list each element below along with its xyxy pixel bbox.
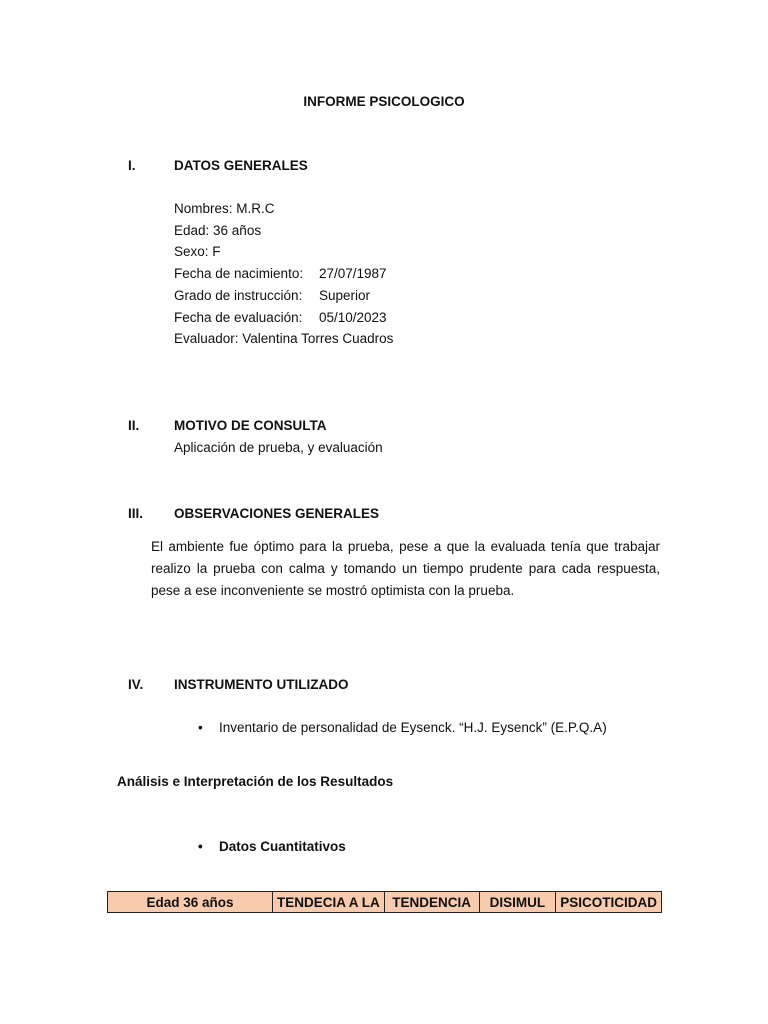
section-number-1: I. — [128, 158, 136, 173]
table-header-cell: TENDENCIA — [384, 892, 479, 913]
results-table — [107, 891, 662, 913]
fecha-evaluacion-value: 05/10/2023 — [319, 310, 387, 325]
section-number-4: IV. — [128, 677, 144, 692]
bullet-icon: • — [198, 839, 203, 854]
section-title-instrumento: INSTRUMENTO UTILIZADO — [174, 677, 349, 692]
document-title: INFORME PSICOLOGICO — [303, 94, 465, 109]
motivo-text: Aplicación de prueba, y evaluación — [174, 440, 383, 455]
section-number-2: II. — [128, 418, 140, 433]
section-number-3: III. — [128, 506, 144, 521]
fecha-nacimiento-value: 27/07/1987 — [319, 266, 387, 281]
table-header-cell: DISIMUL — [479, 892, 556, 913]
fecha-evaluacion-label: Fecha de evaluación: — [174, 310, 303, 325]
nombres-line: Nombres: M.R.C — [174, 201, 275, 216]
instrumento-item: Inventario de personalidad de Eysenck. “H.J. Eysenck” (E.P.Q.A) — [219, 720, 607, 735]
section-title-observaciones: OBSERVACIONES GENERALES — [174, 506, 380, 521]
sexo-line: Sexo: F — [174, 244, 221, 259]
edad-line: Edad: 36 años — [174, 223, 262, 238]
section-title-datos-generales: DATOS GENERALES — [174, 158, 308, 173]
table-header-row — [108, 892, 662, 913]
grado-instruccion-value: Superior — [319, 288, 371, 303]
section-title-motivo: MOTIVO DE CONSULTA — [174, 418, 327, 433]
evaluador-line: Evaluador: Valentina Torres Cuadros — [174, 331, 394, 346]
observaciones-paragraph: El ambiente fue óptimo para la prueba, pese a que la evaluada tenía que trabajar realizo la prueba con calma y tomando un tiempo prudente para cada respuesta, pese a ese inconveniente se mostró optimista con la prueba. — [151, 539, 660, 598]
grado-instruccion-label: Grado de instrucción: — [174, 288, 303, 303]
table-header-cell: PSICOTICIDAD — [556, 892, 662, 913]
datos-cuantitativos-heading: Datos Cuantitativos — [219, 839, 346, 854]
fecha-nacimiento-label: Fecha de nacimiento: — [174, 266, 304, 281]
bullet-icon: • — [198, 720, 203, 735]
table-header-cell: TENDECIA A LA — [273, 892, 385, 913]
analisis-heading: Análisis e Interpretación de los Resultados — [117, 774, 394, 789]
table-header-cell: Edad 36 años — [108, 892, 273, 913]
